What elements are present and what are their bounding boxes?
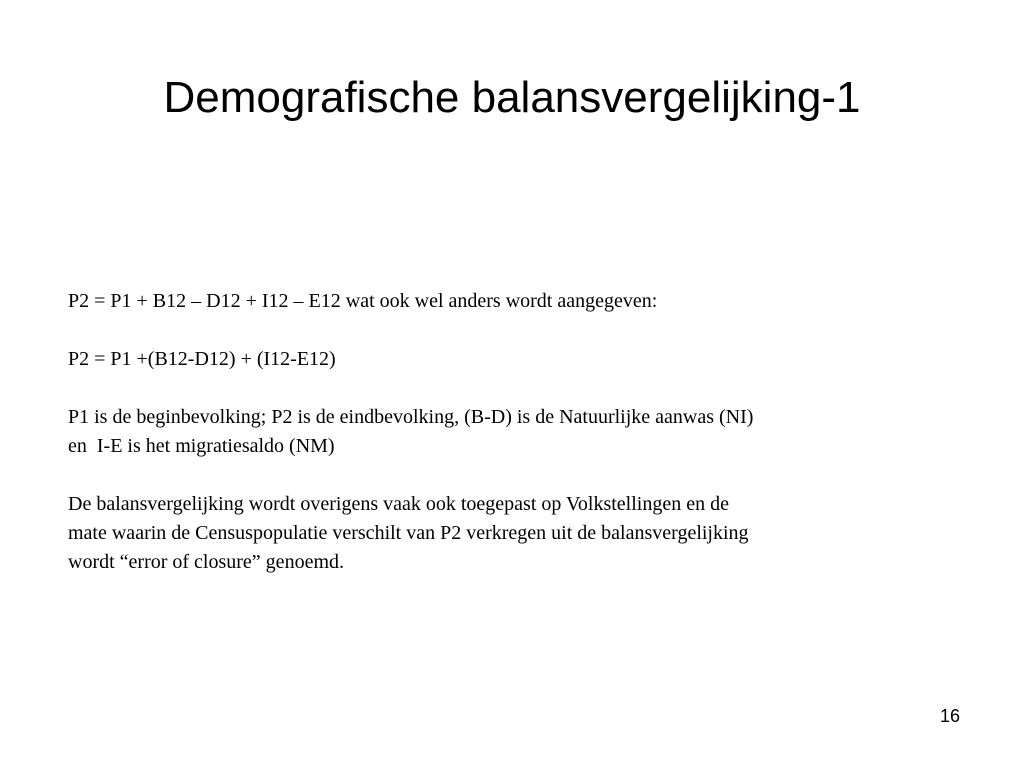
- slide-title: Demografische balansvergelijking-1: [163, 73, 861, 122]
- text-line: wordt “error of closure” genoemd.: [68, 551, 344, 573]
- text-line: en I-E is het migratiesaldo (NM): [68, 435, 335, 457]
- formula-paragraph: [68, 287, 948, 316]
- definitions-paragraph: [68, 403, 948, 461]
- text-line: De balansvergelijking wordt overigens vaak ook toegepast op Volkstellingen en de: [68, 493, 729, 515]
- text-line: P2 = P1 + B12 – D12 + I12 – E12 wat ook wel anders wordt aangegeven:: [68, 290, 658, 312]
- text-line: P1 is de beginbevolking; P2 is de eindbevolking, (B-D) is de Natuurlijke aanwas (NI): [68, 406, 754, 428]
- census-paragraph: [68, 490, 948, 577]
- text-line: mate waarin de Censuspopulatie verschilt van P2 verkregen uit de balansvergelijking: [68, 522, 749, 544]
- formula-grouped-paragraph: [68, 345, 948, 374]
- text-line: P2 = P1 +(B12-D12) + (I12-E12): [68, 348, 336, 370]
- slide-body: [68, 287, 948, 577]
- page-number: 16: [939, 706, 961, 726]
